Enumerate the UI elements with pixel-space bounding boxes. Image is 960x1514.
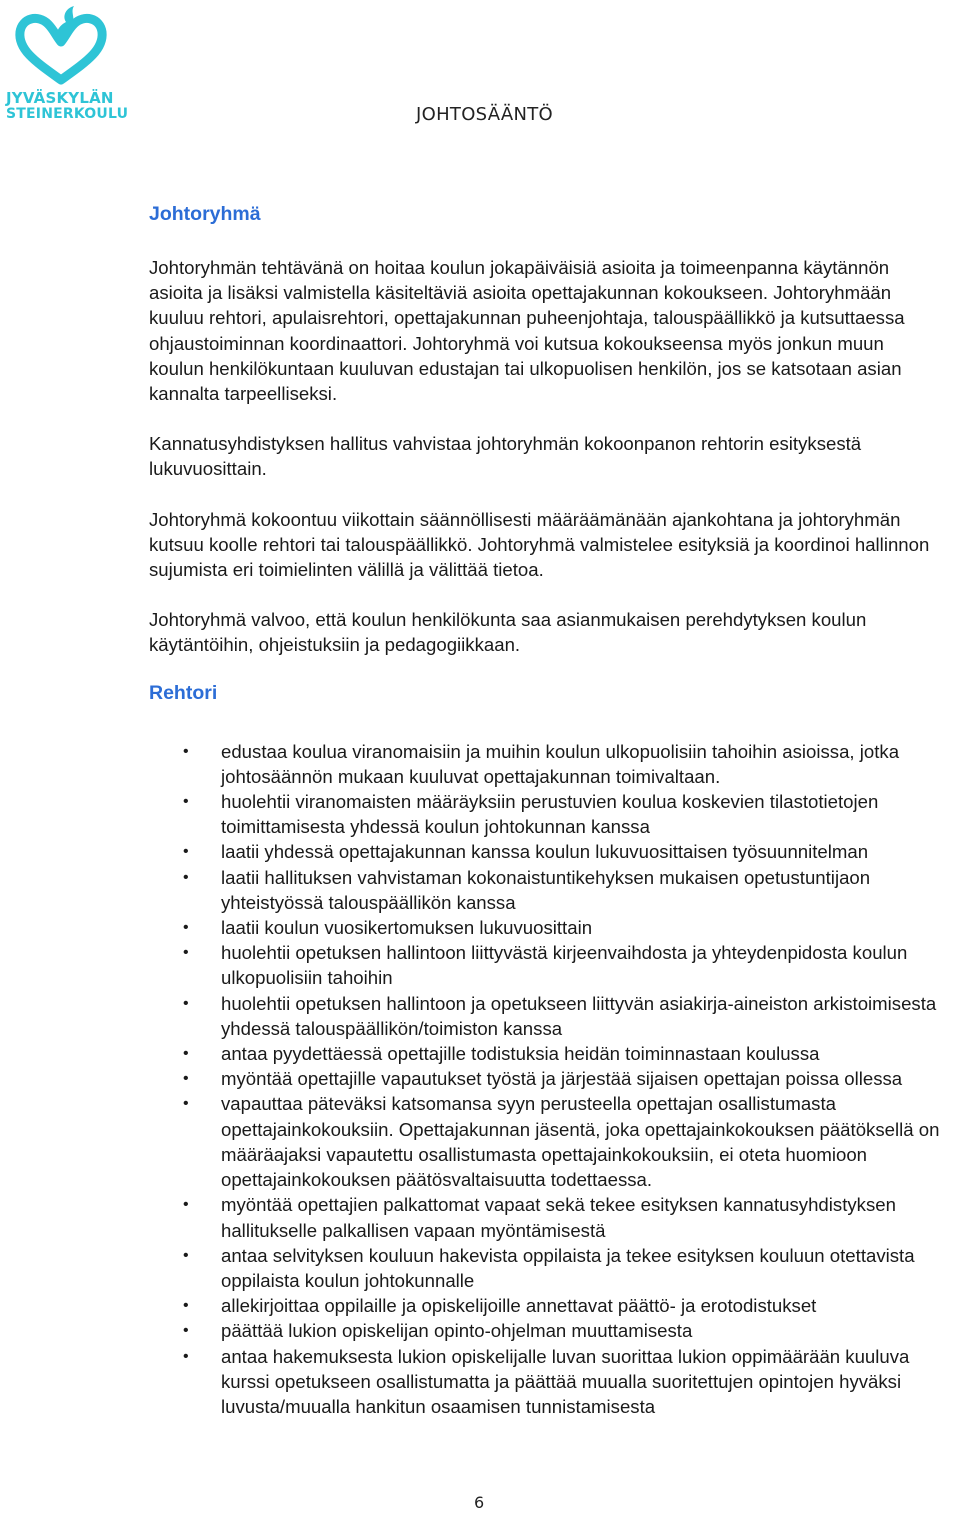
bullet-icon: • <box>183 1196 189 1214</box>
page-number: 6 <box>474 1493 485 1512</box>
paragraph: Johtoryhmän tehtävänä on hoitaa koulun jokapäiväisiä asioita ja toimeenpanna käytännön asioita ja lisäksi valmistella käsiteltäviä asioita opettajakunnan kokoukseen. Johtoryhmään kuuluu rehtori, apulaisrehtori, opettajakunnan puheenjohtaja, talouspäällikkö ja kutsuttaessa ohjaustoiminnan koordinaattori. Johtoryhmä voi kutsua kokoukseensa myös jonkun muun koulun henkilökuntaan kuuluvan edustajan tai ulkopuolisen henkilön, jos se katsotaan asian kannalta tarpeelliseksi. <box>149 257 905 405</box>
list-item-text: myöntää opettajille vapautukset työstä ja järjestää sijaisen opettajan poissa ollessa <box>221 1068 903 1090</box>
list-item <box>0 991 960 1041</box>
bullet-icon: • <box>183 742 189 760</box>
list-item <box>0 865 960 915</box>
list-item <box>0 1243 960 1293</box>
bullet-icon: • <box>183 1070 189 1088</box>
bullet-icon: • <box>183 868 189 886</box>
document-title: JOHTOSÄÄNTÖ <box>416 104 553 125</box>
list-item <box>0 1293 960 1318</box>
school-logo <box>6 2 129 124</box>
logo-text-line1: JYVÄSKYLÄN <box>6 89 114 107</box>
rehtori-duties-list <box>0 739 960 1419</box>
list-item <box>0 1344 960 1420</box>
list-item <box>0 915 960 940</box>
bullet-icon: • <box>183 994 189 1012</box>
list-item-text: huolehtii opetuksen hallintoon liittyvästä kirjeenvaihdosta ja yhteydenpidosta koulun ulkopuolisiin tahoihin <box>221 942 908 989</box>
list-item <box>0 789 960 839</box>
paragraph: Johtoryhmä valvoo, että koulun henkilökunta saa asianmukaisen perehdytyksen koulun käytäntöihin, ohjeistuksiin ja pedagogiikkaan. <box>149 609 867 656</box>
bullet-icon: • <box>183 1246 189 1264</box>
bullet-icon: • <box>183 1045 189 1063</box>
list-item <box>0 839 960 864</box>
list-item-text: antaa hakemuksesta lukion opiskelijalle luvan suorittaa lukion oppimäärään kuuluva kurssi opetukseen osallistumatta ja päättää muualla suoritettujen opintojen hyväksi luvusta/muualla hankitun osaamisen tunnistamisesta <box>221 1345 910 1417</box>
list-item <box>0 1091 960 1192</box>
bullet-icon: • <box>183 944 189 962</box>
bullet-icon: • <box>183 1347 189 1365</box>
list-item <box>0 1318 960 1343</box>
paragraph: Johtoryhmä kokoontuu viikottain säännöllisesti määräämänään ajankohtana ja johtoryhmän kutsuu koolle rehtori tai talouspäällikkö. Johtoryhmä valmistelee esityksiä ja koordinoi hallinnon sujumista eri toimielinten välillä ja välittää tietoa. <box>149 508 930 581</box>
list-item-text: antaa selvityksen kouluun hakevista oppilaista ja tekee esityksen kouluun otettavista oppilaista koulun johtokunnalle <box>221 1244 915 1291</box>
list-item-text: myöntää opettajien palkattomat vapaat sekä tekee esityksen kannatusyhdistyksen hallitukselle palkallisen vapaan myöntämisestä <box>221 1194 896 1241</box>
list-item-text: huolehtii opetuksen hallintoon ja opetukseen liittyvän asiakirja-aineiston arkistoimisesta yhdessä talouspäällikön/toimiston kanssa <box>221 992 937 1039</box>
paragraph: Kannatusyhdistyksen hallitus vahvistaa johtoryhmän kokoonpanon rehtorin esityksestä lukuvuosittain. <box>149 433 862 480</box>
list-item-text: laatii yhdessä opettajakunnan kanssa koulun lukuvuosittaisen työsuunnitelman <box>221 841 869 863</box>
list-item <box>0 940 960 990</box>
list-item <box>0 1041 960 1066</box>
section-heading-rehtori: Rehtori <box>149 681 218 704</box>
document-body <box>149 200 939 1419</box>
list-item-text: antaa pyydettäessä opettajille todistuksia heidän toiminnastaan koulussa <box>221 1043 820 1065</box>
bullet-icon: • <box>183 793 189 811</box>
bullet-icon: • <box>183 1297 189 1315</box>
list-item-text: päättää lukion opiskelijan opinto-ohjelman muuttamisesta <box>221 1320 693 1342</box>
list-item-text: allekirjoittaa oppilaille ja opiskelijoille annettavat päättö- ja erotodistukset <box>221 1295 817 1317</box>
section-heading-johtoryhma: Johtoryhmä <box>149 203 261 225</box>
heart-flame-logo-icon <box>6 2 116 90</box>
logo-text-line2: STEINERKOULU <box>6 106 129 122</box>
list-item-text: laatii koulun vuosikertomuksen lukuvuosittain <box>221 917 593 939</box>
list-item <box>0 739 960 789</box>
list-item-text: edustaa koulua viranomaisiin ja muihin koulun ulkopuolisiin tahoihin asioissa, jotka johtosäännön mukaan kuuluvat opettajakunnan toimivaltaan. <box>221 740 900 787</box>
list-item-text: laatii hallituksen vahvistaman kokonaistuntikehyksen mukaisen opetustuntijaon yhteistyössä talouspäällikön kanssa <box>221 866 871 913</box>
bullet-icon: • <box>183 919 189 937</box>
list-item <box>0 1066 960 1091</box>
bullet-icon: • <box>183 1095 189 1113</box>
bullet-icon: • <box>183 1322 189 1340</box>
list-item-text: vapauttaa päteväksi katsomansa syyn perusteella opettajan osallistumasta opettajainkokouksiin. Opettajakunnan jäsentä, joka opettajainkokouksen päätöksellä on määräajaksi vapautettu osallistumasta opettajainkokouksiin, ei oteta huomioon opettajainkokouksen päätösvaltaisuutta todettaessa. <box>221 1093 940 1191</box>
list-item <box>0 1192 960 1242</box>
list-item-text: huolehtii viranomaisten määräyksiin perustuvien koulua koskevien tilastotietojen toimittamisesta yhdessä koulun johtokunnan kanssa <box>221 791 879 838</box>
bullet-icon: • <box>183 843 189 861</box>
